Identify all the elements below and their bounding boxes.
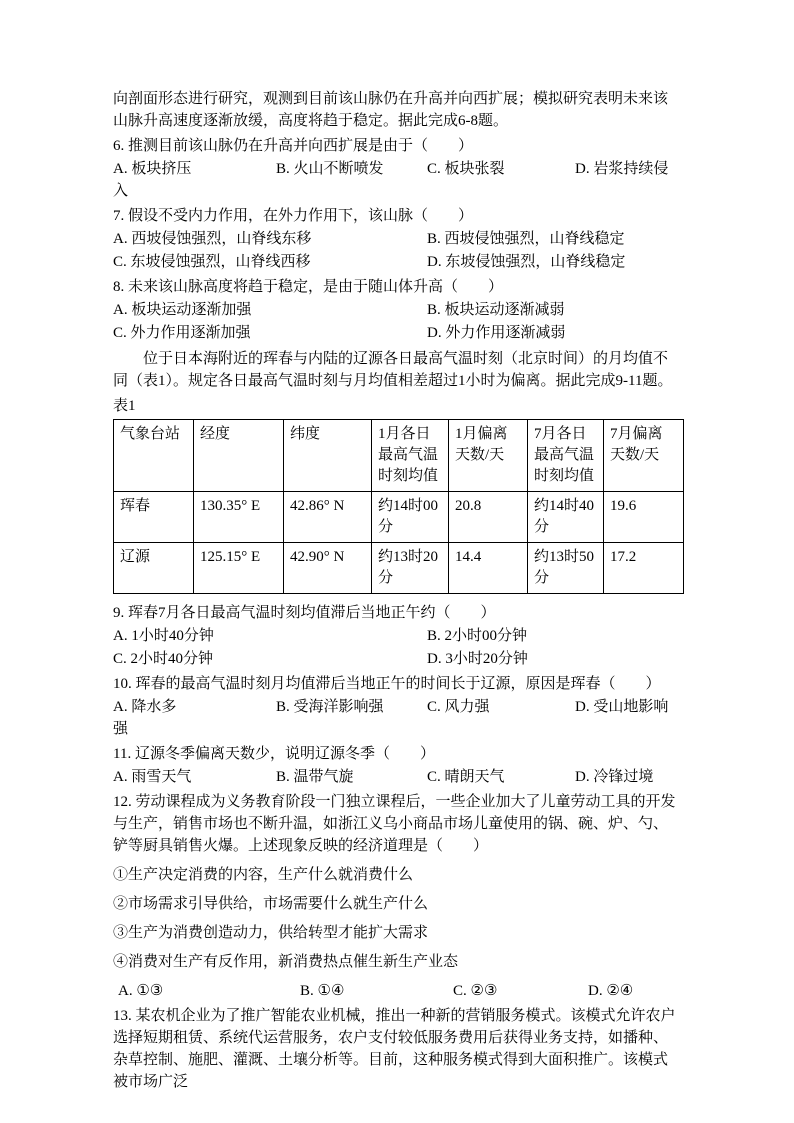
cell-jan-deviation: 14.4 [449,543,528,594]
q12-statement-3: ③生产为消费创造动力，供给转型才能扩大需求 [113,925,429,941]
q12-option-d: D. ②④ [588,983,634,999]
q8-option-d: D. 外力作用逐渐减弱 [427,325,566,341]
q9-option-b: B. 2小时00分钟 [427,628,528,644]
cell-station: 辽源 [114,543,194,594]
question-13-stem: 13. 某农机企业为了推广智能农业机械，推出一种新的营销服务模式。该模式允许农户选择短期租赁、系统代运营服务，农户支付较低服务费用后获得业务支持，如播种、杂草控制、施肥、灌溉、土壤分析等。目前，这种服务模式得到大面积推广。该模式被市场广泛 [113,1008,676,1090]
cell-jul-time: 约13时50分 [528,543,604,594]
question-12-stem: 12. 劳动课程成为义务教育阶段一门独立课程后，一些企业加大了儿童劳动工具的开发与生产，销售市场也不断升温，如浙江义乌小商品市场儿童使用的锅、碗、炉、勺、铲等厨具销售火爆。上述现象反映的经济道理是（ ） [113,794,676,854]
q10-option-b: B. 受海洋影响强 [276,699,384,715]
q11-option-d: D. 冷锋过境 [575,769,654,785]
col-header-jul-time: 7月各日最高气温时刻均值 [528,420,604,492]
cell-station: 珲春 [114,492,194,543]
q7-option-c: C. 东坡侵蚀强烈，山脊线西移 [113,254,311,270]
q12-statement-1: ①生产决定消费的内容，生产什么就消费什么 [113,867,414,883]
q11-option-a: A. 雨雪天气 [113,769,192,785]
q7-option-a: A. 西坡侵蚀强烈，山脊线东移 [113,231,312,247]
question-11-stem: 11. 辽源冬季偏离天数少，说明辽源冬季（ ） [113,746,435,762]
weather-station-table [113,419,684,594]
col-header-jan-time: 1月各日最高气温时刻均值 [372,420,449,492]
question-11-options [113,766,681,788]
q11-option-c: C. 晴朗天气 [427,769,505,785]
cell-longitude: 125.15° E [194,543,284,594]
question-6-options [113,158,681,202]
q7-option-b: B. 西坡侵蚀强烈，山脊线稳定 [427,231,625,247]
q6-option-a: A. 板块挤压 [113,161,192,177]
question-8-options-row-2 [113,322,681,344]
question-9-options-row-1 [113,625,681,647]
q6-option-d: D. 岩浆持续侵入 [113,161,669,199]
question-7-options-row-2 [113,251,681,273]
q12-option-c: C. ②③ [453,983,498,999]
col-header-jan-deviation: 1月偏离天数/天 [449,420,528,492]
page-content [113,88,681,1093]
question-7-stem: 7. 假设不受内力作用，在外力作用下，该山脉（ ） [113,208,474,224]
passage-questions-9-11: 位于日本海附近的珲春与内陆的辽源各日最高气温时刻（北京时间）的月均值不同（表1）。规定各日最高气温时刻与月均值相差超过1小时为偏离。据此完成9-11题。 [113,351,673,389]
q12-statement-4: ④消费对生产有反作用，新消费热点催生新生产业态 [113,954,459,970]
q6-option-c: C. 板块张裂 [427,161,505,177]
col-header-longitude: 经度 [194,420,284,492]
q10-option-c: C. 风力强 [427,699,490,715]
question-8-stem: 8. 未来该山脉高度将趋于稳定，是由于随山体升高（ ） [113,279,504,295]
question-7-options-row-1 [113,228,681,250]
table-row-liaoyuan [114,543,684,594]
table-label: 表1 [113,398,136,414]
q6-option-b: B. 火山不断喷发 [276,161,384,177]
q10-option-d: D. 受山地影响强 [113,699,669,737]
cell-longitude: 130.35° E [194,492,284,543]
question-10-options [113,696,681,740]
passage-questions-6-8: 向剖面形态进行研究，观测到目前该山脉仍在升高并向西扩展；模拟研究表明未来该山脉升高速度逐渐放缓，高度将趋于稳定。据此完成6-8题。 [113,91,669,129]
q7-option-d: D. 东坡侵蚀强烈，山脊线稳定 [427,254,626,270]
cell-jan-time: 约13时20分 [372,543,449,594]
q11-option-b: B. 温带气旋 [276,769,354,785]
q9-option-c: C. 2小时40分钟 [113,651,214,667]
question-12-options [113,980,681,1002]
col-header-jul-deviation: 7月偏离天数/天 [604,420,684,492]
col-header-station: 气象台站 [114,420,194,492]
question-9-stem: 9. 珲春7月各日最高气温时刻均值滞后当地正午约（ ） [113,605,496,621]
cell-latitude: 42.90° N [284,543,372,594]
q12-statement-2: ②市场需求引导供给，市场需要什么就生产什么 [113,896,429,912]
q9-option-a: A. 1小时40分钟 [113,628,214,644]
q8-option-b: B. 板块运动逐渐减弱 [427,302,565,318]
q12-option-b: B. ①④ [300,983,345,999]
q9-option-d: D. 3小时20分钟 [427,651,528,667]
q12-option-a: A. ①③ [118,983,164,999]
q8-option-c: C. 外力作用逐渐加强 [113,325,251,341]
cell-jul-deviation: 17.2 [604,543,684,594]
question-9-options-row-2 [113,648,681,670]
q8-option-a: A. 板块运动逐渐加强 [113,302,252,318]
cell-jan-time: 约14时00分 [372,492,449,543]
col-header-latitude: 纬度 [284,420,372,492]
table-header-row [114,420,684,492]
question-10-stem: 10. 珲春的最高气温时刻月均值滞后当地正午的时间长于辽源，原因是珲春（ ） [113,676,661,692]
cell-jul-deviation: 19.6 [604,492,684,543]
cell-latitude: 42.86° N [284,492,372,543]
q10-option-a: A. 降水多 [113,699,177,715]
cell-jul-time: 约14时40分 [528,492,604,543]
question-8-options-row-1 [113,299,681,321]
cell-jan-deviation: 20.8 [449,492,528,543]
question-6-stem: 6. 推测目前该山脉仍在升高并向西扩展是由于（ ） [113,138,474,154]
table-row-hunchun [114,492,684,543]
